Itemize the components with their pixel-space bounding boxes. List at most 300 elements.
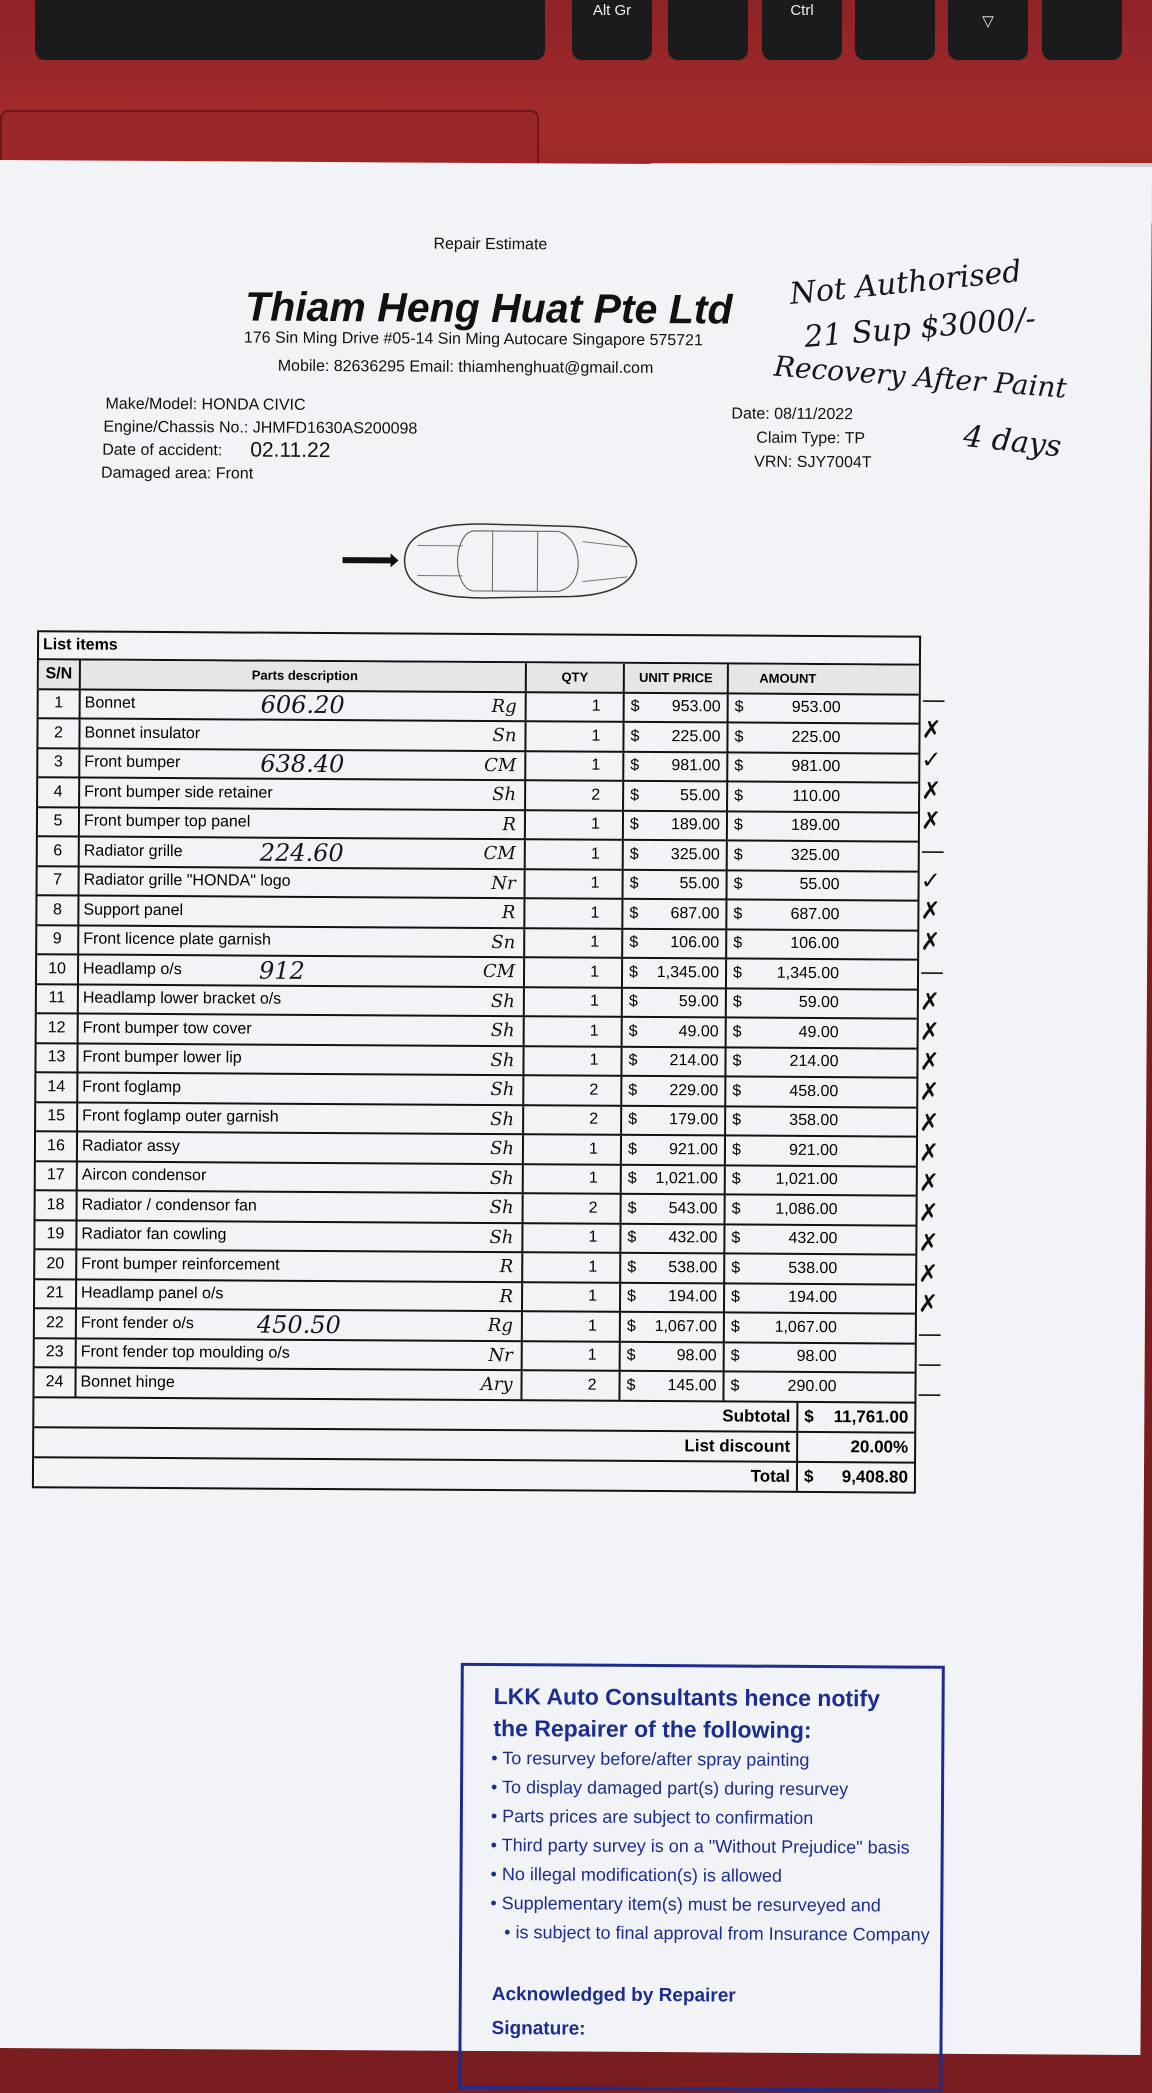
row-sn: 5 [38, 808, 80, 836]
stamp-item: • is subject to final approval from Insurance Company [490, 1918, 930, 1950]
row-unit-price: 538.00 [668, 1259, 717, 1277]
row-unit-price-cell [624, 782, 728, 810]
row-amount-cell [728, 753, 846, 781]
row-amount: 1,086.00 [775, 1201, 837, 1219]
row-description-cell [78, 1132, 524, 1162]
right-arrow-key [1042, 0, 1122, 60]
row-initials: Nr [491, 873, 515, 894]
row-initials: R [502, 902, 516, 923]
row-initials: R [502, 814, 516, 835]
row-unit-price-cell [621, 1283, 725, 1311]
row-unit-price-cell [624, 811, 728, 839]
row-unit-price-cell [621, 1254, 725, 1282]
row-description: Front foglamp [82, 1078, 181, 1097]
damage-arrow-icon [342, 553, 398, 567]
company-contact: Mobile: 82636295 Email: thiamhenghuat@gmail.com [278, 358, 654, 378]
currency-symbol: $ [732, 1171, 741, 1189]
row-description-cell [77, 1339, 523, 1369]
row-qty: 1 [523, 1342, 621, 1370]
row-sn: 2 [38, 719, 80, 747]
total-label: Total [34, 1462, 796, 1487]
row-unit-price: 981.00 [671, 757, 720, 775]
row-description: Headlamp panel o/s [81, 1285, 223, 1304]
cross-mark-icon: ✗ [918, 1259, 1008, 1290]
row-unit-price-cell [621, 1313, 725, 1341]
row-qty: 1 [526, 870, 624, 898]
currency-symbol: $ [629, 905, 638, 923]
row-handwritten-price: 606.20 [261, 691, 345, 720]
currency-symbol: $ [630, 816, 639, 834]
row-description: Front bumper tow cover [83, 1019, 252, 1038]
row-amount: 55.00 [799, 876, 839, 894]
row-unit-price-cell [622, 1136, 726, 1164]
row-initials: Rg [488, 1315, 513, 1336]
currency-symbol: $ [630, 757, 639, 775]
row-description: Front licence plate garnish [83, 931, 271, 950]
row-initials: R [499, 1286, 513, 1307]
down-arrow-key [948, 0, 1028, 60]
row-amount-cell [728, 782, 846, 810]
row-qty: 1 [523, 1312, 621, 1340]
row-unit-price-cell [621, 1342, 725, 1370]
handwritten-note-recovery: Recovery After Paint [773, 350, 1068, 405]
altgr-key [572, 0, 652, 60]
row-sn: 20 [35, 1250, 77, 1278]
row-unit-price: 214.00 [670, 1052, 719, 1070]
row-amount-cell [727, 989, 845, 1017]
row-qty: 1 [523, 1224, 621, 1252]
handwritten-note-days: 4 days [962, 419, 1063, 465]
row-amount-cell [728, 841, 846, 869]
row-unit-price: 229.00 [669, 1082, 718, 1100]
header-qty: QTY [527, 663, 625, 691]
row-amount: 953.00 [792, 699, 841, 717]
currency-symbol: $ [735, 699, 744, 717]
row-unit-price-cell [622, 1165, 726, 1193]
row-amount: 49.00 [799, 1024, 839, 1042]
row-qty: 1 [523, 1283, 621, 1311]
row-qty: 1 [525, 1017, 623, 1045]
currency-symbol: $ [732, 1112, 741, 1130]
currency-symbol: $ [731, 1259, 740, 1277]
subtotal-value-cell [796, 1402, 914, 1431]
row-unit-price: 1,345.00 [657, 964, 719, 982]
currency-symbol: $ [804, 1406, 814, 1426]
currency-symbol: $ [731, 1348, 740, 1366]
row-description-cell [79, 955, 525, 985]
currency-symbol: $ [731, 1230, 740, 1248]
row-unit-price: 145.00 [668, 1377, 717, 1395]
currency-symbol: $ [733, 964, 742, 982]
row-qty: 1 [525, 929, 623, 957]
row-sn: 7 [38, 867, 80, 895]
row-description: Radiator assy [82, 1137, 180, 1156]
currency-symbol: $ [627, 1229, 636, 1247]
row-amount: 290.00 [788, 1378, 837, 1396]
handwritten-row-marks [917, 686, 1011, 1411]
row-unit-price: 953.00 [672, 698, 721, 716]
row-amount-cell [727, 959, 845, 987]
accident-date-label: Date of accident: [102, 442, 222, 461]
currency-symbol: $ [730, 1377, 739, 1395]
row-amount-cell [725, 1343, 843, 1371]
row-handwritten-price: 224.60 [260, 838, 344, 867]
row-unit-price-cell [622, 1047, 726, 1075]
row-sn: 17 [36, 1162, 78, 1190]
currency-symbol: $ [630, 728, 639, 746]
currency-symbol: $ [733, 935, 742, 953]
row-initials: CM [484, 843, 516, 864]
row-amount: 325.00 [791, 847, 840, 865]
row-amount: 981.00 [791, 758, 840, 776]
cross-mark-icon: ✗ [918, 1289, 1008, 1320]
damaged-area: Damaged area: Front [101, 465, 253, 484]
cross-mark-icon: ✗ [920, 897, 1010, 928]
row-initials: CM [484, 755, 516, 776]
cross-mark-icon: ✗ [921, 806, 1011, 837]
currency-symbol: $ [628, 1170, 637, 1188]
row-initials: Sn [492, 725, 516, 746]
car-damage-diagram [342, 515, 643, 607]
currency-symbol: $ [732, 1082, 741, 1100]
dash-mark-icon: — [918, 1350, 1008, 1381]
row-amount-cell [728, 723, 846, 751]
engine-chassis: Engine/Chassis No.: JHMFD1630AS200098 [103, 419, 417, 439]
currency-symbol: $ [630, 846, 639, 864]
row-unit-price: 325.00 [671, 846, 720, 864]
row-unit-price-cell [623, 900, 727, 928]
row-initials: Sh [490, 1079, 514, 1100]
row-amount: 214.00 [790, 1053, 839, 1071]
row-initials: Sh [489, 1227, 513, 1248]
document-title: Repair Estimate [433, 236, 547, 255]
row-sn: 12 [37, 1014, 79, 1042]
row-description-cell [80, 867, 526, 897]
subtotal-value: 11,761.00 [834, 1407, 909, 1427]
row-description-cell [80, 838, 526, 868]
cross-mark-icon: ✗ [921, 776, 1011, 807]
row-description-cell [81, 690, 527, 720]
row-amount: 1,021.00 [775, 1171, 837, 1189]
row-qty: 1 [524, 1047, 622, 1075]
discount-value: 20.00% [850, 1437, 908, 1457]
cross-mark-icon: ✗ [918, 1199, 1008, 1230]
row-initials: Sh [491, 1020, 515, 1041]
check-mark-icon: ✓ [921, 867, 1011, 898]
down-arrow-icon: ▽ [948, 12, 1028, 30]
row-initials: Sh [492, 784, 516, 805]
stamp-item: • Parts prices are subject to confirmation [491, 1802, 931, 1834]
row-initials: Nr [488, 1345, 512, 1366]
row-unit-price-cell [623, 959, 727, 987]
menu-key [668, 0, 748, 60]
currency-symbol: $ [733, 994, 742, 1012]
row-description: Headlamp o/s [83, 960, 182, 979]
row-unit-price: 189.00 [671, 816, 720, 834]
row-amount-cell [726, 1077, 844, 1105]
row-initials: Sh [490, 1168, 514, 1189]
row-initials: Ary [481, 1374, 513, 1395]
row-unit-price: 1,021.00 [655, 1170, 717, 1188]
header-sn: S/N [39, 660, 81, 688]
subtotal-label: Subtotal [34, 1402, 796, 1427]
currency-symbol: $ [734, 876, 743, 894]
row-handwritten-price: 450.50 [257, 1310, 341, 1339]
row-description: Bonnet hinge [80, 1373, 174, 1392]
row-initials: CM [483, 961, 515, 982]
row-unit-price: 225.00 [671, 728, 720, 746]
row-description: Front bumper side retainer [84, 783, 273, 802]
cross-mark-icon: ✗ [920, 988, 1010, 1019]
currency-symbol: $ [630, 875, 639, 893]
currency-symbol: $ [629, 934, 638, 952]
row-description: Front bumper top panel [84, 813, 250, 832]
row-qty: 2 [524, 1076, 622, 1104]
currency-symbol: $ [734, 817, 743, 835]
row-description: Support panel [83, 901, 183, 920]
row-qty: 2 [526, 781, 624, 809]
row-sn: 15 [36, 1103, 78, 1131]
row-qty: 2 [524, 1194, 622, 1222]
row-sn: 10 [37, 955, 79, 983]
currency-symbol: $ [628, 1082, 637, 1100]
row-qty: 1 [523, 1253, 621, 1281]
dash-mark-icon: — [920, 957, 1010, 988]
row-description-cell [79, 985, 525, 1015]
currency-symbol: $ [631, 698, 640, 716]
row-unit-price: 432.00 [668, 1229, 717, 1247]
row-amount-cell [724, 1372, 842, 1400]
row-description: Radiator fan cowling [81, 1226, 226, 1245]
row-description: Front fender top moulding o/s [81, 1344, 290, 1363]
currency-symbol: $ [627, 1288, 636, 1306]
row-qty: 1 [525, 899, 623, 927]
row-amount: 1,067.00 [775, 1319, 837, 1337]
row-amount: 110.00 [792, 788, 840, 806]
row-qty: 1 [524, 1165, 622, 1193]
row-unit-price: 179.00 [669, 1111, 718, 1129]
key-label: Alt Gr [572, 2, 652, 19]
company-name: Thiam Heng Huat Pte Ltd [245, 284, 733, 334]
row-qty: 1 [525, 988, 623, 1016]
row-qty: 1 [526, 752, 624, 780]
row-unit-price: 106.00 [670, 934, 719, 952]
row-amount-cell [727, 930, 845, 958]
cross-mark-icon: ✗ [919, 1078, 1009, 1109]
row-description-cell [78, 1162, 524, 1192]
row-amount: 225.00 [791, 729, 840, 747]
row-unit-price-cell [625, 693, 729, 721]
row-unit-price-cell [622, 1077, 726, 1105]
row-qty: 1 [527, 693, 625, 721]
handwritten-note-supplementary: 21 Sup $3000/- [803, 301, 1037, 355]
cross-mark-icon: ✗ [919, 1169, 1009, 1200]
cross-mark-icon: ✗ [921, 716, 1011, 747]
row-unit-price-cell [624, 752, 728, 780]
currency-symbol: $ [628, 1141, 637, 1159]
row-unit-price: 194.00 [668, 1288, 717, 1306]
accident-date-value: 02.11.22 [250, 439, 330, 463]
row-amount: 106.00 [790, 935, 839, 953]
currency-symbol: $ [627, 1347, 636, 1365]
row-amount-cell [726, 1048, 844, 1076]
row-sn: 24 [34, 1368, 76, 1396]
stamp-item: • No illegal modification(s) is allowed [490, 1860, 930, 1892]
discount-value-cell [796, 1432, 914, 1461]
row-description: Front fender o/s [81, 1314, 194, 1333]
row-amount-cell [728, 871, 846, 899]
row-description-cell [80, 808, 526, 838]
spacebar-key [35, 0, 545, 60]
row-initials: Sh [491, 1050, 515, 1071]
row-amount: 687.00 [790, 906, 839, 924]
row-amount-cell [727, 900, 845, 928]
row-description-cell [80, 720, 526, 750]
row-description: Bonnet [85, 695, 136, 713]
row-sn: 21 [35, 1280, 77, 1308]
row-description: Radiator grille "HONDA" logo [84, 872, 291, 891]
row-description-cell [79, 896, 525, 926]
row-qty: 1 [524, 1135, 622, 1163]
row-amount-cell [725, 1284, 843, 1312]
row-amount: 1,345.00 [777, 965, 839, 983]
row-sn: 19 [35, 1221, 77, 1249]
cross-mark-icon: ✗ [918, 1229, 1008, 1260]
row-initials: Rg [492, 696, 517, 717]
row-amount-cell [726, 1166, 844, 1194]
currency-symbol: $ [629, 1023, 638, 1041]
stamp-item: • To display damaged part(s) during resurvey [491, 1773, 931, 1805]
row-description-cell [77, 1309, 523, 1339]
row-unit-price: 98.00 [677, 1347, 717, 1365]
dash-mark-icon: — [921, 837, 1011, 868]
row-description: Bonnet insulator [84, 724, 200, 743]
make-model: Make/Model: HONDA CIVIC [105, 396, 305, 415]
stamp-heading-line1: LKK Auto Consultants hence notify [494, 1680, 881, 1714]
row-sn: 9 [37, 926, 79, 954]
row-amount: 432.00 [788, 1230, 837, 1248]
row-initials: R [500, 1256, 514, 1277]
row-handwritten-price: 912 [259, 956, 305, 984]
stamp-signature: Signature: [492, 2018, 586, 2041]
row-description-cell [78, 1073, 524, 1103]
currency-symbol: $ [627, 1318, 636, 1336]
row-sn: 4 [38, 778, 80, 806]
row-unit-price-cell [624, 723, 728, 751]
row-description-cell [80, 749, 526, 779]
row-sn: 18 [36, 1191, 78, 1219]
row-amount-cell [726, 1107, 844, 1135]
company-address: 176 Sin Ming Drive #05-14 Sin Ming Autocare Singapore 575721 [244, 329, 703, 350]
row-unit-price: 55.00 [680, 787, 720, 805]
row-qty: 2 [522, 1371, 620, 1399]
row-amount-cell [726, 1136, 844, 1164]
currency-symbol: $ [628, 1111, 637, 1129]
row-amount: 538.00 [788, 1260, 837, 1278]
currency-symbol: $ [734, 787, 743, 805]
row-amount-cell [726, 1195, 844, 1223]
currency-symbol: $ [628, 1052, 637, 1070]
car-outline-icon [404, 523, 636, 598]
currency-symbol: $ [629, 993, 638, 1011]
currency-symbol: $ [732, 1141, 741, 1159]
header-amount: AMOUNT [729, 664, 847, 692]
stamp-heading [493, 1680, 880, 1746]
row-unit-price: 55.00 [679, 875, 719, 893]
currency-symbol: $ [731, 1289, 740, 1307]
row-description: Front bumper [84, 754, 180, 773]
row-sn: 14 [36, 1073, 78, 1101]
row-initials: Sh [490, 1138, 514, 1159]
row-amount: 194.00 [788, 1289, 837, 1307]
currency-symbol: $ [629, 964, 638, 982]
currency-symbol: $ [804, 1466, 814, 1486]
currency-symbol: $ [626, 1377, 635, 1395]
row-amount: 921.00 [789, 1142, 838, 1160]
row-handwritten-price: 638.40 [260, 750, 344, 779]
row-unit-price-cell [620, 1372, 724, 1400]
ctrl-key [762, 0, 842, 60]
row-initials: Sh [490, 1109, 514, 1130]
row-unit-price-cell [624, 841, 728, 869]
row-sn: 3 [38, 749, 80, 777]
header-description: Parts description [81, 661, 527, 691]
row-unit-price-cell [621, 1224, 725, 1252]
row-description: Aircon condensor [82, 1167, 207, 1186]
row-qty: 1 [526, 840, 624, 868]
row-description-cell [77, 1250, 523, 1280]
row-sn: 16 [36, 1132, 78, 1160]
repair-estimate-paper [0, 160, 1152, 2055]
stamp-heading-line2: the Repairer of the following: [493, 1712, 880, 1746]
key-label: Ctrl [762, 2, 842, 19]
currency-symbol: $ [734, 846, 743, 864]
items-table [32, 630, 921, 1493]
dash-mark-icon: — [918, 1320, 1008, 1351]
row-unit-price: 1,067.00 [655, 1318, 717, 1336]
row-unit-price-cell [623, 988, 727, 1016]
currency-symbol: $ [733, 1023, 742, 1041]
row-sn: 23 [35, 1339, 77, 1367]
currency-symbol: $ [734, 758, 743, 776]
currency-symbol: $ [734, 728, 743, 746]
claim-type: Claim Type: TP [756, 430, 865, 449]
cross-mark-icon: ✗ [919, 1048, 1009, 1079]
row-description-cell [77, 1221, 523, 1251]
currency-symbol: $ [733, 905, 742, 923]
row-sn: 13 [36, 1044, 78, 1072]
row-sn: 1 [39, 690, 81, 718]
row-description-cell [78, 1191, 524, 1221]
row-sn: 11 [37, 985, 79, 1013]
cross-mark-icon: ✗ [919, 1108, 1009, 1139]
total-value: 9,408.80 [842, 1467, 908, 1487]
row-amount-cell [728, 812, 846, 840]
row-description-cell [79, 1014, 525, 1044]
row-description-cell [78, 1103, 524, 1133]
stamp-item: • Third party survey is on a "Without Prejudice" basis [491, 1831, 931, 1863]
lkk-consultants-stamp [458, 1663, 945, 2092]
row-description-cell [77, 1280, 523, 1310]
row-amount: 98.00 [797, 1348, 837, 1366]
row-qty: 2 [524, 1106, 622, 1134]
stamp-conditions-list [490, 1744, 931, 1950]
row-unit-price-cell [623, 1018, 727, 1046]
row-description: Headlamp lower bracket o/s [83, 990, 281, 1009]
row-amount: 189.00 [791, 817, 840, 835]
row-sn: 22 [35, 1309, 77, 1337]
row-description: Front bumper lower lip [82, 1049, 241, 1068]
